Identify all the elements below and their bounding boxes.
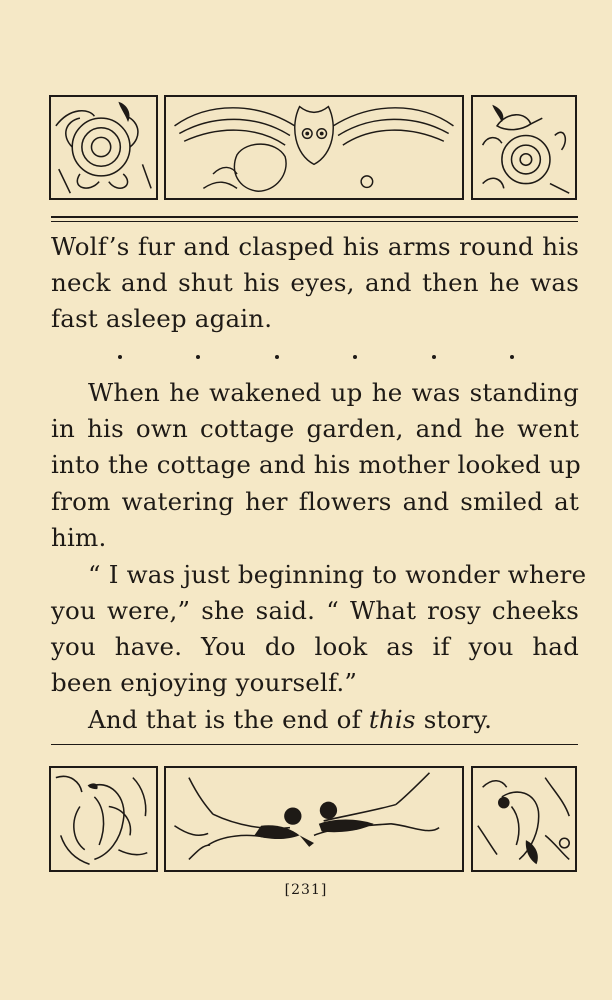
text-line-12: been enjoying yourself.” <box>51 668 358 697</box>
text-line-3: fast asleep again. <box>51 304 273 333</box>
text-line-9: “ I was just beginning to wonder where <box>88 560 587 589</box>
text-line-7: from watering her flowers and smiled at <box>51 487 579 516</box>
section-break-dots <box>118 355 514 359</box>
text-line-final <box>88 705 579 735</box>
top-left-rose-illustration <box>49 95 158 200</box>
top-rule-thin <box>51 221 578 222</box>
top-right-bird-rose-illustration <box>471 95 577 200</box>
final-line-start: And that is the end of <box>88 705 369 734</box>
text-line-1: Wolf’s fur and clasped his arms round his <box>51 232 579 261</box>
final-line-end: story. <box>415 705 493 734</box>
bottom-rule <box>51 744 578 745</box>
text-line-11: you have. You do look as if you had <box>51 632 579 661</box>
final-line-emphasis: this <box>368 705 416 734</box>
text-line-8: him. <box>51 523 107 552</box>
bottom-left-parrot-illustration <box>49 766 158 872</box>
top-rule-thick <box>51 216 578 218</box>
page-number: [231] <box>284 882 328 898</box>
text-line-5: in his own cottage garden, and he went <box>51 414 579 443</box>
bottom-center-monkeys-illustration <box>164 766 464 872</box>
text-line-10: you were,” she said. “ What rosy cheeks <box>51 596 579 625</box>
top-center-cherub-owl-illustration <box>164 95 464 200</box>
text-line-6: into the cottage and his mother looked up <box>51 450 581 479</box>
text-line-2: neck and shut his eyes, and then he was <box>51 268 579 297</box>
bottom-right-monkey-illustration <box>471 766 577 872</box>
text-line-4: When he wakened up he was standing <box>88 378 579 407</box>
